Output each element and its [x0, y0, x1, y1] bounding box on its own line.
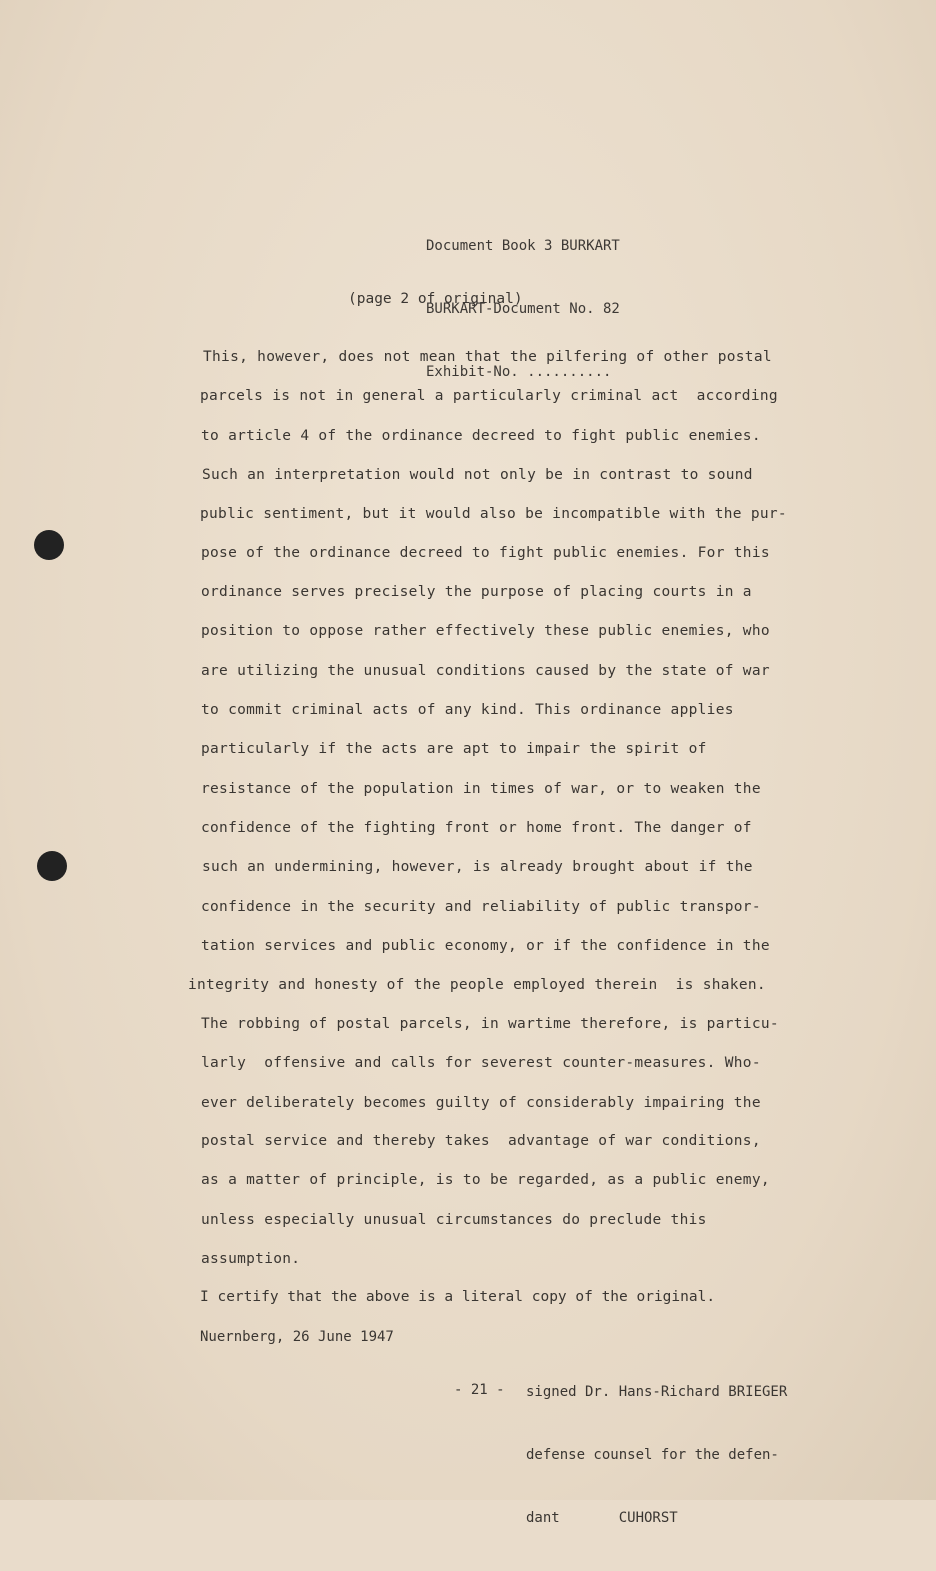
place-and-date: Nuernberg, 26 June 1947 — [200, 1329, 394, 1345]
body-line: larly offensive and calls for severest counter-measures. Who- — [201, 1055, 761, 1071]
body-line: assumption. — [201, 1251, 301, 1267]
body-line: pose of the ordinance decreed to fight public enemies. For this — [201, 545, 770, 561]
certification-statement: I certify that the above is a literal copy of the original. — [200, 1289, 716, 1305]
body-line: ordinance serves precisely the purpose of placing courts in a — [201, 584, 752, 600]
body-line: position to oppose rather effectively these public enemies, who — [201, 623, 770, 639]
body-line: confidence of the fighting front or home front. The danger of — [201, 820, 752, 836]
body-line: such an undermining, however, is already brought about if the — [202, 859, 753, 875]
punch-hole-upper — [34, 530, 64, 560]
body-line: confidence in the security and reliability of public transpor- — [201, 899, 761, 915]
body-line: unless especially unusual circumstances do preclude this — [201, 1212, 707, 1228]
body-line: tation services and public economy, or if the confidence in the — [201, 938, 770, 954]
signature-name: signed Dr. Hans-Richard BRIEGER — [526, 1384, 788, 1400]
body-line: to article 4 of the ordinance decreed to fight public enemies. — [201, 428, 761, 444]
body-line: This, however, does not mean that the pilfering of other postal — [203, 349, 772, 365]
body-line: ever deliberately becomes guilty of considerably impairing the — [201, 1095, 761, 1111]
body-line: Such an interpretation would not only be in contrast to sound — [202, 467, 753, 483]
body-line: to commit criminal acts of any kind. This ordinance applies — [201, 702, 734, 718]
body-line: parcels is not in general a particularly criminal act according — [200, 388, 778, 404]
body-line: public sentiment, but it would also be incompatible with the pur- — [200, 506, 787, 522]
body-line: particularly if the acts are apt to impair the spirit of — [201, 741, 707, 757]
signature-defendant: dant CUHORST — [526, 1510, 678, 1526]
body-line: as a matter of principle, is to be regarded, as a public enemy, — [201, 1172, 770, 1188]
body-line: postal service and thereby takes advantage of war conditions, — [201, 1133, 761, 1149]
body-line: resistance of the population in times of war, or to weaken the — [201, 781, 761, 797]
body-line: The robbing of postal parcels, in wartime therefore, is particu- — [201, 1016, 779, 1032]
signature-block — [526, 1340, 787, 1571]
header-book-line: Document Book 3 BURKART — [426, 238, 620, 254]
body-line: are utilizing the unusual conditions caused by the state of war — [201, 663, 770, 679]
page-number: - 21 - — [454, 1382, 505, 1398]
body-line: integrity and honesty of the people employed therein is shaken. — [188, 977, 766, 993]
header-exhibit-number: Exhibit-No. .......... — [426, 364, 612, 380]
header-document-number: BURKART-Document No. 82 — [426, 301, 620, 317]
punch-hole-lower — [37, 851, 67, 881]
page-of-original-note: (page 2 of original) — [348, 291, 523, 307]
signature-title: defense counsel for the defen- — [526, 1447, 779, 1463]
